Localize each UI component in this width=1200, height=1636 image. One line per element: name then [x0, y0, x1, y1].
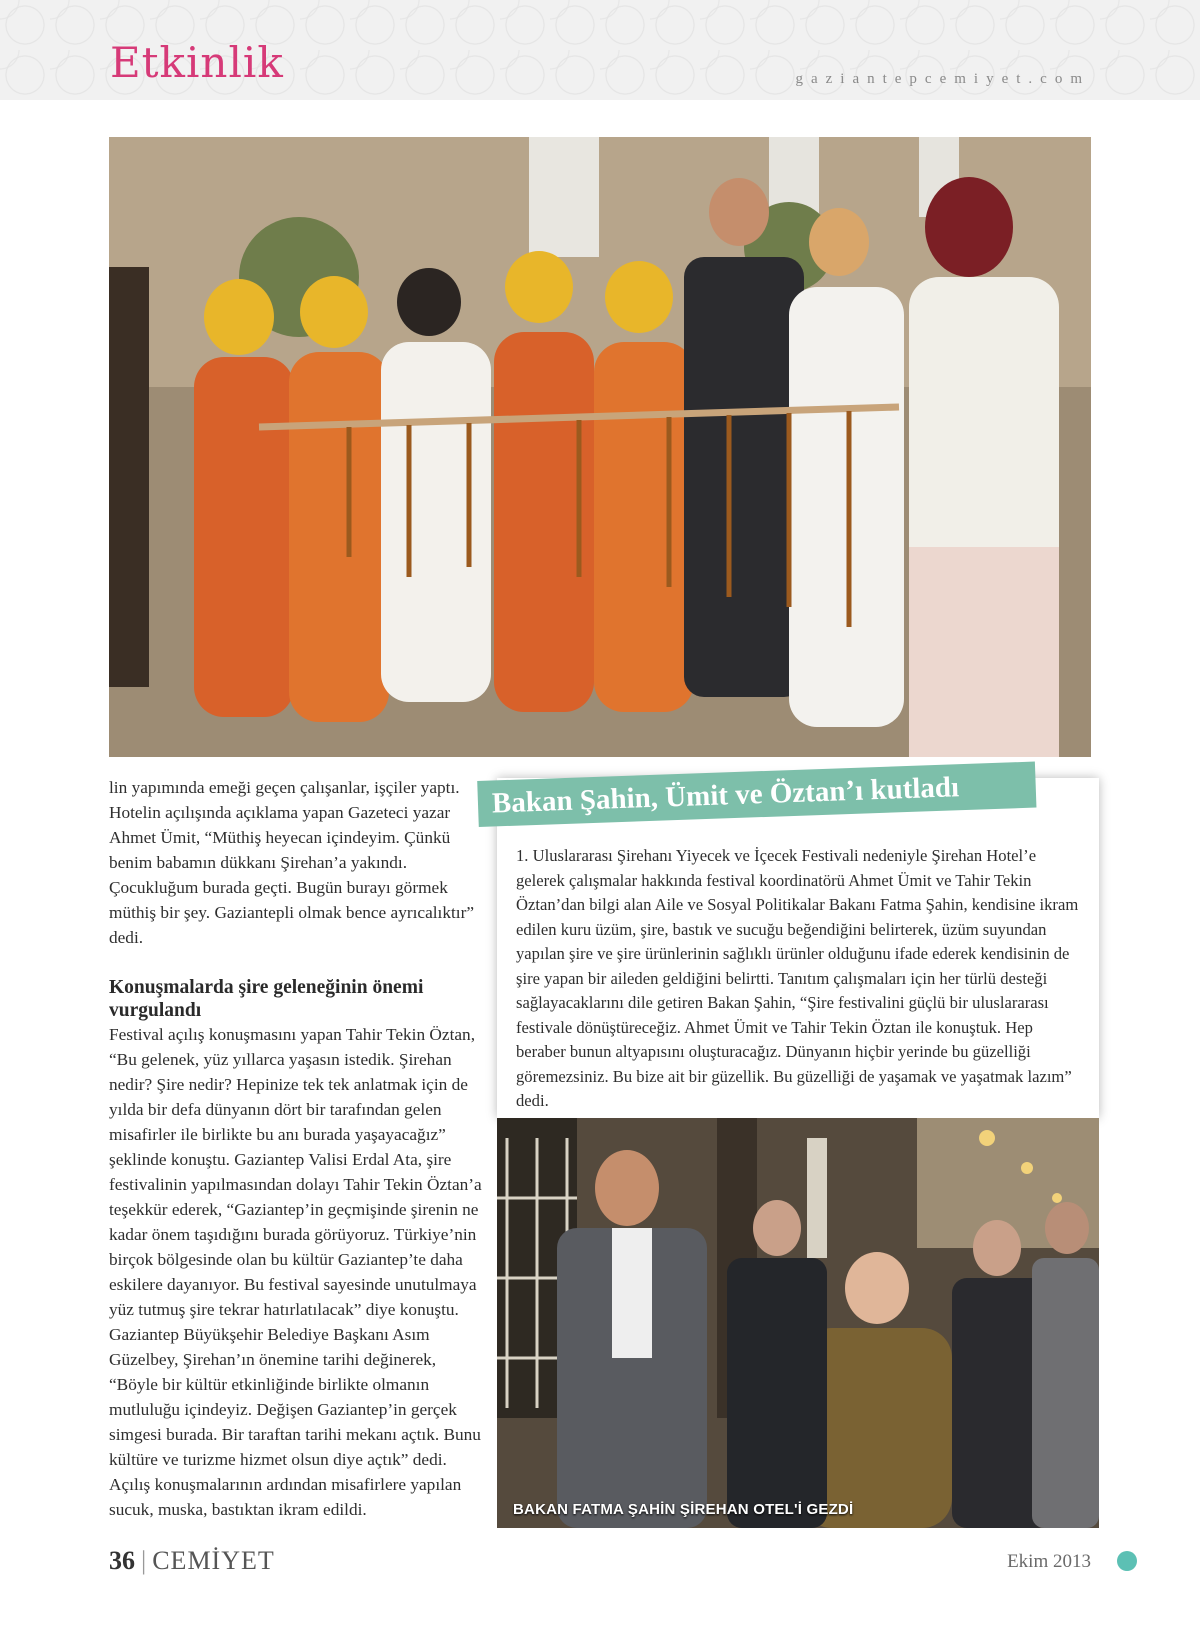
group-photo-illustration: [109, 137, 1091, 757]
intro-paragraph: lin yapımında emeği geçen çalışanlar, işçiler yaptı. Hotelin açılışında açıklama yapan Gazeteci yazar Ahmet Ümit, “Müthiş heyecan içindeyim. Çünkü benim babamın dükkanı Şirehan’a yakındı. Çocukluğum burada geçti. Bugün burayı görmek müthiş bir şey. Gaziantepli olmak bence ayrıcalıktır” dedi.: [109, 778, 475, 947]
section-title: Etkinlik: [110, 38, 284, 87]
group-photo: [109, 137, 1091, 757]
website-url: gaziantepcemiyet.com: [795, 71, 1090, 87]
box-body-text: 1. Uluslararası Şirehanı Yiyecek ve İçecek Festivali nedeniyle Şirehan Hotel’e gelerek çalışmalar hakkında festival koordinatörü Ahmet Ümit ve Tahir Tekin Öztan’dan bilgi alan Aile ve Sosyal Politikalar Bakanı Fatma Şahin, kendisine ikram edilen kuru üzüm, şire, bastık ve sucuğu beğendiğini belirterek, üzüm suyundan yapılan şire ve şire ürünlerinin sağlıklı ürünler olduğunu ifade ederek kendisinin de şire yapan bir aileden geldiğini belirtti. Tanıtım çalışmaları için her türlü desteği sağlayacaklarını dile getiren Bakan Şahin, “Şire festivalini güçlü bir uluslararası festivale dönüştüreceğiz. Ahmet Ümit ve Tahir Tekin Öztan ile konuştuk. Hep beraber bunun altyapısını oluşturacağız. Dünyanın hiçbir yerinde bu güzelliği göremezsiniz. Bu bize ait bir güzellik. Bu güzelliği de yaşamak ve yaşatmak lazım” dedi.: [516, 846, 1079, 1110]
page-number: 36: [109, 1546, 135, 1575]
box-headline: Bakan Şahin, Ümit ve Öztan’ı kutladı: [491, 770, 960, 820]
footer-separator: |: [141, 1546, 147, 1575]
footer-dot-icon: [1117, 1551, 1137, 1571]
magazine-name: CEMİYET: [152, 1546, 275, 1575]
issue-date: Ekim 2013: [1007, 1551, 1091, 1572]
minister-visit-illustration: [497, 1118, 1099, 1528]
left-column: [109, 775, 484, 1522]
photo-caption: BAKAN FATMA ŞAHİN ŞİREHAN OTEL'İ GEZDİ: [513, 1501, 854, 1518]
footer-page-info: [109, 1548, 275, 1574]
subheading: Konuşmalarda şire geleneğinin önemi vurgulandı: [109, 977, 424, 1021]
minister-visit-photo: [497, 1118, 1099, 1528]
body-paragraph: Festival açılış konuşmasını yapan Tahir Tekin Öztan, “Bu gelenek, yüz yıllarca yaşasın istedik. Şirehan nedir? Şire nedir? Hepinize tek tek anlatmak için de yılda bir defa dünyanın dört bir tarafından gelen misafirler ile birlikte bu anı burada yaşayacağız” şeklinde konuştu. Gaziantep Valisi Erdal Ata, şire festivalinin yapılmasından dolayı Tahir Tekin Öztan’a teşekkür ederek, “Gaziantep’in geçmişinde şirenin ne kadar önem taşıdığını burada görüyoruz. Türkiye’nin birçok bölgesinde olan bu kültür Gaziantep’te daha eskilere dayanıyor. Bu festival sayesinde unutulmaya yüz tutmuş şire tekrar hatırlatılacak” diye konuştu. Gaziantep Büyükşehir Belediye Başkanı Asım Güzelbey, Şirehan’ın önemine tarihi değinerek, “Böyle bir kültür etkinliğinde birlikte olmanın mutluluğu içindeyiz. Değişen Gaziantep’in gerçek simgesi burada. Bir taraftan tarihi mekanı açtık. Bunu kültüre ve turizme hizmet olsun diye açtık” dedi. Açılış konuşmalarının ardından misafirlere yapılan sucuk, muska, bastıktan ikram edildi.: [109, 1025, 482, 1519]
